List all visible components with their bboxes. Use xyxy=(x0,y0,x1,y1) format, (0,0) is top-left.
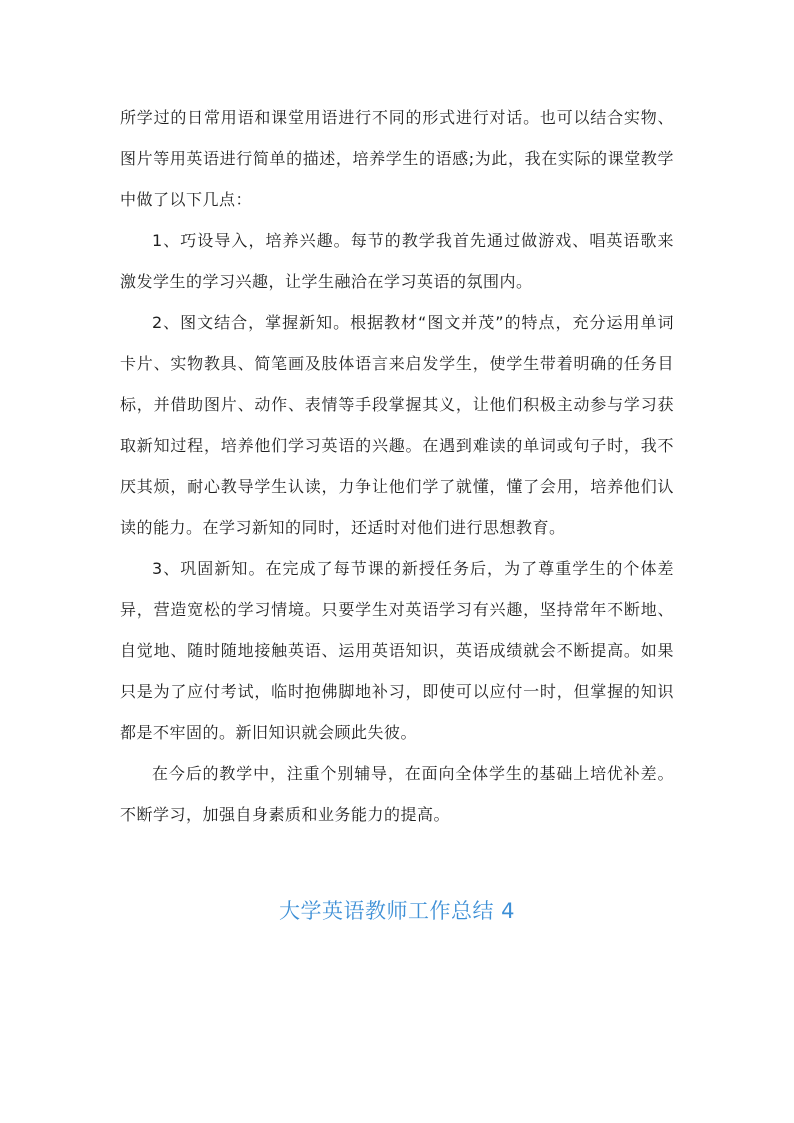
paragraph-conclusion: 在今后的教学中，注重个别辅导，在面向全体学生的基础上培优补差。不断学习，加强自身素质和业务能力的提高。 xyxy=(120,764,674,824)
paragraph-point-3: 3、巩固新知。在完成了每节课的新授任务后，为了尊重学生的个体差异，营造宽松的学习情境。只要学生对英语学习有兴趣，坚持常年不断地、自觉地、随时随地接触英语、运用英语知识，英语成绩就会不断提高。如果只是为了应付考试，临时抱佛脚地补习，即使可以应付一时，但掌握的知识都是不牢固的。新旧知识就会顾此失彼。 xyxy=(120,559,674,742)
paragraph-point-1: 1、巧设导入，培养兴趣。每节的教学我首先通过做游戏、唱英语歌来激发学生的学习兴趣，让学生融洽在学习英语的氛围内。 xyxy=(120,231,674,291)
section-heading: 大学英语教师工作总结 4 xyxy=(278,899,516,923)
paragraph-intro: 所学过的日常用语和课堂用语进行不同的形式进行对话。也可以结合实物、图片等用英语进行简单的描述，培养学生的语感;为此，我在实际的课堂教学中做了以下几点： xyxy=(120,108,674,209)
paragraph-point-2: 2、图文结合，掌握新知。根据教材“图文并茂”的特点，充分运用单词卡片、实物教具、简笔画及肢体语言来启发学生，使学生带着明确的任务目标，并借助图片、动作、表情等手段掌握其义，让他们积极主动参与学习获取新知过程，培养他们学习英语的兴趣。在遇到难读的单词或句子时，我不厌其烦，耐心教导学生认读，力争让他们学了就懂，懂了会用，培养他们认读的能力。在学习新知的同时，还适时对他们进行思想教育。 xyxy=(120,313,674,537)
document-body xyxy=(120,97,674,835)
